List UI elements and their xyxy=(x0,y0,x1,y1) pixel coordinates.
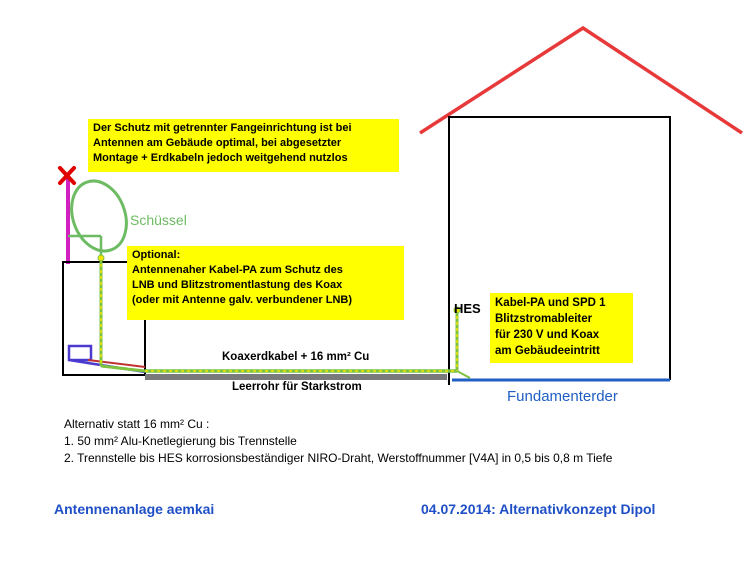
note-top-line-3: Montage + Erdkabeln jedoch weitgehend nutzlos xyxy=(93,152,348,164)
equipment-box xyxy=(69,346,91,360)
note-hes xyxy=(490,293,633,363)
note-top xyxy=(88,119,399,172)
label-fundamenterder: Fundamenterder xyxy=(507,388,618,405)
note-hes-line-1: Kabel-PA und SPD 1 xyxy=(495,297,606,309)
note-optional-line-1: Optional: xyxy=(132,249,181,261)
note-optional xyxy=(127,246,404,320)
lnb-connection-dot xyxy=(98,255,104,261)
note-hes-line-2: Blitzstromableiter xyxy=(495,313,593,325)
footer-right: 04.07.2014: Alternativkonzept Dipol xyxy=(421,501,656,517)
note-optional-line-3: LNB und Blitzstromentlastung des Koax xyxy=(132,279,343,291)
note-optional-line-2: Antennenaher Kabel-PA zum Schutz des xyxy=(132,264,343,276)
footer-left: Antennenanlage aemkai xyxy=(54,501,215,517)
note-hes-line-4: am Gebäudeeintritt xyxy=(495,345,600,357)
alternativ-title: Alternativ statt 16 mm² Cu : xyxy=(64,417,210,431)
label-koaxerdkabel: Koaxerdkabel + 16 mm² Cu xyxy=(222,351,370,363)
label-leerrohr: Leerrohr für Starkstrom xyxy=(232,381,362,393)
note-hes-line-3: für 230 V und Koax xyxy=(495,329,600,341)
note-top-line-2: Antennen am Gebäude optimal, bei abgesetzter xyxy=(93,137,342,149)
label-hes: HES xyxy=(454,301,481,316)
hes-to-ground-line xyxy=(457,371,470,378)
alternativ-item-1: 1. 50 mm² Alu-Knetlegierung bis Trennstelle xyxy=(64,434,297,448)
note-optional-line-4: (oder mit Antenne galv. verbundener LNB) xyxy=(132,294,353,306)
note-top-line-1: Der Schutz mit getrennter Fangeinrichtung ist bei xyxy=(93,122,352,134)
label-schuessel: Schüssel xyxy=(130,212,187,228)
leerrohr-bar xyxy=(145,374,447,380)
alternativ-notes xyxy=(64,416,612,467)
satellite-dish xyxy=(62,173,135,258)
alternativ-item-2: 2. Trennstelle bis HES korrosionsbeständiger NIRO-Draht, Werstoffnummer [V4A] in 0,5 bis 0,8 m Tiefe xyxy=(64,451,613,465)
